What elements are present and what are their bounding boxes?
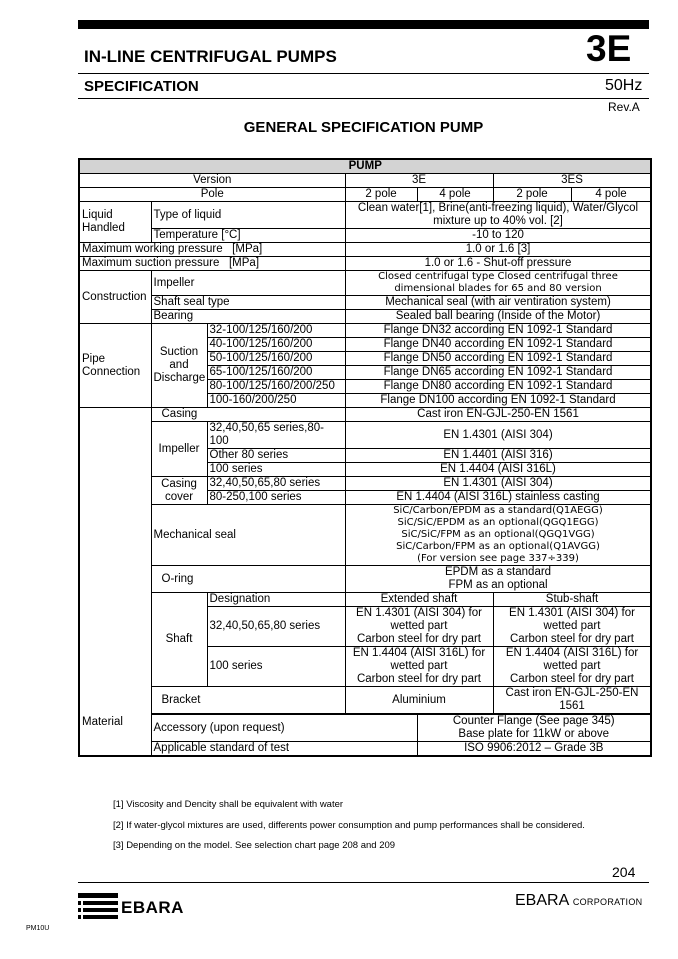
bearing-value: Sealed ball bearing (Inside of the Motor) [345, 310, 651, 324]
max-suction-pressure-value: 1.0 or 1.6 - Shut-off pressure [345, 257, 651, 271]
casing-label: Casing [151, 408, 345, 422]
cover-material: EN 1.4301 (AISI 304) [345, 477, 651, 491]
footnote: [1] Viscosity and Dencity shall be equivalent with water [113, 799, 344, 810]
pipe-connection-label: Pipe Connection [79, 324, 151, 408]
pipe-model: 100-160/200/250 [207, 394, 345, 408]
extended-shaft-header: Extended shaft [345, 593, 493, 607]
mech-seal-line: SiC/Carbon/FPM as an optional(Q1AVGG) [396, 541, 600, 552]
page-number: 204 [612, 864, 636, 880]
version-3es: 3ES [493, 174, 651, 188]
standard-test-value: ISO 9906:2012 – Grade 3B [417, 742, 651, 757]
pipe-model: 32-100/125/160/200 [207, 324, 345, 338]
stub-shaft-header: Stub-shaft [493, 593, 651, 607]
shaft-label: Shaft [151, 593, 207, 687]
pole-2-3e: 2 pole [345, 188, 417, 202]
shaft-line: Carbon steel for dry part [510, 633, 635, 645]
cover-series: 80-250,100 series [207, 491, 345, 505]
cover-series: 32,40,50,65,80 series [207, 477, 345, 491]
construction-label: Construction [79, 271, 151, 324]
shaft-line: wetted part [543, 660, 601, 672]
material-label: Material [79, 408, 151, 757]
shaft-line: Carbon steel for dry part [356, 633, 481, 645]
mat-impeller-label: Impeller [151, 422, 207, 477]
shaft-series: 32,40,50,65,80 series [207, 607, 345, 647]
version-3e: 3E [345, 174, 493, 188]
impeller-value: Closed centrifugal type Closed centrifugal three dimensional blades for 65 and 80 version [345, 271, 651, 296]
divider [78, 882, 649, 883]
pole-2-3es: 2 pole [493, 188, 571, 202]
pipe-flange: Flange DN65 according EN 1092-1 Standard [345, 366, 651, 380]
temperature-value: -10 to 120 [345, 229, 651, 243]
shaft-line: Carbon steel for dry part [356, 673, 481, 685]
impeller-material: EN 1.4401 (AISI 316) [345, 449, 651, 463]
company-name [515, 892, 642, 910]
bracket-3e: Aluminium [345, 687, 493, 715]
pole-4-3es: 4 pole [571, 188, 651, 202]
type-of-liquid-value: Clean water[1], Brine(anti-freezing liquid), Water/Glycol mixture up to 40% vol. [2] [345, 202, 651, 229]
impeller-series: 32,40,50,65 series,80-100 [207, 422, 345, 449]
stub-shaft-material [493, 647, 651, 687]
mech-seal-line: (For version see page 337÷339) [417, 553, 579, 564]
extended-shaft-material [345, 647, 493, 687]
mech-seal-line: SiC/Carbon/EPDM as a standard(Q1AEGG) [393, 505, 603, 516]
impeller-series: Other 80 series [207, 449, 345, 463]
impeller-material: EN 1.4301 (AISI 304) [345, 422, 651, 449]
accessory-line: Base plate for 11kW or above [458, 728, 610, 740]
mech-seal-line: SiC/SiC/FPM as an optional(QGQ1VGG) [401, 529, 595, 540]
revision: Rev.A [608, 100, 640, 114]
o-ring-optional: FPM as an optional [448, 579, 548, 591]
shaft-line: EN 1.4301 (AISI 304) for [509, 607, 635, 619]
shaft-series: 100 series [207, 647, 345, 687]
pipe-model: 65-100/125/160/200 [207, 366, 345, 380]
shaft-seal-type-value: Mechanical seal (with air ventiration system) [345, 296, 651, 310]
shaft-line: EN 1.4404 (AISI 316L) for [505, 647, 639, 659]
suction-discharge-label: Suction and Discharge [151, 324, 207, 408]
accessory-line: Counter Flange (See page 345) [452, 715, 615, 727]
impeller-label: Impeller [151, 271, 345, 296]
divider [78, 98, 649, 99]
frequency: 50Hz [605, 77, 643, 94]
max-working-pressure-value: 1.0 or 1.6 [3] [345, 243, 651, 257]
version-label: Version [79, 174, 345, 188]
bracket-3es: Cast iron EN-GJL-250-EN 1561 [493, 687, 651, 715]
shaft-seal-type-label: Shaft seal type [151, 296, 345, 310]
pipe-flange: Flange DN50 according EN 1092-1 Standard [345, 352, 651, 366]
standard-test-label: Applicable standard of test [151, 742, 417, 757]
stub-shaft-material [493, 607, 651, 647]
footnote: [3] Depending on the model. See selection chart page 208 and 209 [113, 840, 396, 851]
pole-label: Pole [79, 188, 345, 202]
max-suction-pressure-label: Maximum suction pressure [MPa] [79, 257, 345, 271]
bracket-label: Bracket [151, 687, 345, 715]
designation-label: Designation [207, 593, 345, 607]
table-heading: GENERAL SPECIFICATION PUMP [243, 119, 484, 136]
pipe-model: 40-100/125/160/200 [207, 338, 345, 352]
impeller-material: EN 1.4404 (AISI 316L) [345, 463, 651, 477]
pipe-flange: Flange DN32 according EN 1092-1 Standard [345, 324, 651, 338]
logo-text: EBARA [121, 898, 184, 917]
divider [78, 73, 649, 74]
top-bar [78, 20, 649, 29]
ebara-logo-icon [78, 893, 118, 923]
liquid-handled-label: Liquid Handled [79, 202, 151, 243]
temperature-label: Temperature [°C] [151, 229, 345, 243]
product-code: 3E [586, 28, 632, 69]
shaft-line: wetted part [390, 660, 448, 672]
pipe-model: 50-100/125/160/200 [207, 352, 345, 366]
casing-cover-label: Casing cover [151, 477, 207, 505]
footnote: [2] If water-glycol mixtures are used, differents power consumption and pump performances shall be considered. [113, 820, 585, 831]
bearing-label: Bearing [151, 310, 345, 324]
type-of-liquid-label: Type of liquid [151, 202, 345, 229]
extended-shaft-material [345, 607, 493, 647]
section-header: PUMP [79, 159, 651, 174]
o-ring-standard: EPDM as a standard [444, 566, 552, 578]
shaft-line: EN 1.4301 (AISI 304) for [356, 607, 482, 619]
impeller-series: 100 series [207, 463, 345, 477]
accessory-value [417, 714, 651, 742]
max-working-pressure-label: Maximum working pressure [MPa] [79, 243, 345, 257]
shaft-line: Carbon steel for dry part [510, 673, 635, 685]
mechanical-seal-label: Mechanical seal [151, 505, 345, 566]
pole-4-3e: 4 pole [417, 188, 493, 202]
o-ring-value [345, 566, 651, 593]
cover-material: EN 1.4404 (AISI 316L) stainless casting [345, 491, 651, 505]
shaft-line: EN 1.4404 (AISI 316L) for [352, 647, 486, 659]
o-ring-label: O-ring [151, 566, 345, 593]
page-title: IN-LINE CENTRIFUGAL PUMPS [84, 47, 337, 66]
pipe-flange: Flange DN80 according EN 1092-1 Standard [345, 380, 651, 394]
company: EBARA [515, 892, 569, 909]
pipe-flange: Flange DN100 according EN 1092-1 Standard [345, 394, 651, 408]
document-code: PM10U [26, 925, 50, 932]
company-suffix: CORPORATION [572, 897, 643, 907]
pipe-flange: Flange DN40 according EN 1092-1 Standard [345, 338, 651, 352]
mech-seal-line: SiC/SiC/EPDM as an optional(QGQ1EGG) [397, 517, 599, 528]
accessory-label: Accessory (upon request) [151, 714, 417, 742]
shaft-line: wetted part [390, 620, 448, 632]
shaft-line: wetted part [543, 620, 601, 632]
section-title: SPECIFICATION [84, 78, 199, 95]
pipe-model: 80-100/125/160/200/250 [207, 380, 345, 394]
specification-table [78, 158, 652, 757]
mechanical-seal-value [345, 505, 651, 566]
casing-value: Cast iron EN-GJL-250-EN 1561 [345, 408, 651, 422]
